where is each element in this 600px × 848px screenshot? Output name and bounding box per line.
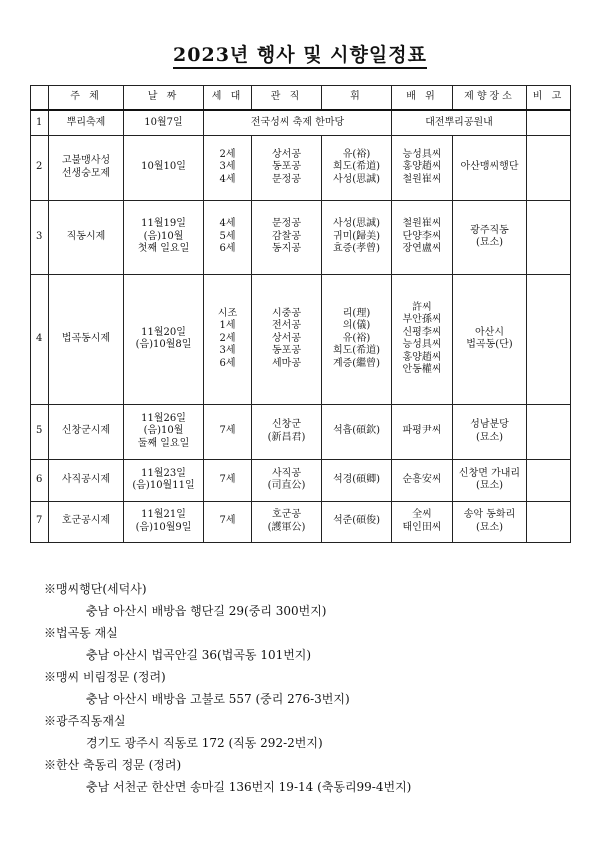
name: 희도(希道)	[332, 161, 381, 173]
header-note: 비 고	[527, 86, 571, 111]
generation: 2세	[219, 148, 236, 160]
name: 계증(繼曾)	[332, 357, 381, 369]
generation: 4세	[219, 218, 236, 230]
header-row	[31, 86, 571, 111]
spouse: 철원崔씨	[402, 173, 442, 185]
name-cell	[322, 274, 392, 404]
event-host: 뿌리축제	[49, 110, 124, 135]
generation-cell	[204, 135, 252, 200]
title: 감찰공	[272, 230, 301, 242]
event-place: 송악 동화리 (묘소)	[453, 501, 527, 542]
page-title: 2023년 행사 및 시향일정표	[0, 40, 600, 67]
table-row	[31, 404, 571, 459]
table-row	[31, 274, 571, 404]
row-number: 3	[31, 200, 49, 274]
header-host: 주 체	[49, 86, 124, 111]
title: 전서공	[272, 320, 301, 332]
event-date: 11월21일 (음)10월9일	[124, 501, 204, 542]
generation: 3세	[219, 161, 236, 173]
spouse: 許씨	[412, 301, 432, 313]
name: 효증(孝曾)	[332, 243, 381, 255]
name: 사성(思誠)	[332, 173, 381, 185]
spouse: 홍양趙씨	[402, 161, 442, 173]
note-address: 충남 아산시 배방읍 고불로 557 (중리 276-3번지)	[86, 692, 350, 706]
title-cell	[252, 135, 322, 200]
spouse: 철원崔씨	[402, 218, 442, 230]
name-cell	[322, 200, 392, 274]
generation: 4세	[219, 173, 236, 185]
name: 사성(思誠)	[332, 218, 381, 230]
generation: 7세	[204, 459, 252, 501]
spouse: 홍양趙씨	[402, 351, 442, 363]
title: 사직공 (司直公)	[252, 459, 322, 501]
event-venue: 대전뿌리공원내	[392, 110, 527, 135]
name: 리(理)	[342, 307, 371, 319]
event-place: 아산맹씨행단	[453, 135, 527, 200]
title: 동지공	[272, 243, 301, 255]
name: 유(裕)	[342, 332, 371, 344]
row-number: 4	[31, 274, 49, 404]
header-place: 제향장소	[453, 86, 527, 111]
row-number: 5	[31, 404, 49, 459]
generation: 5세	[219, 230, 236, 242]
generation: 7세	[204, 404, 252, 459]
event-host: 법곡동시제	[49, 274, 124, 404]
name: 유(裕)	[342, 148, 371, 160]
spouse: 안동權씨	[402, 364, 442, 375]
title: 신창군 (新昌君)	[252, 404, 322, 459]
event-date: 10월10일	[124, 135, 204, 200]
table-row	[31, 200, 571, 274]
name: 희도(希道)	[332, 345, 381, 357]
event-merged: 전국성씨 축제 한마당	[204, 110, 392, 135]
event-place: 성남분당 (묘소)	[453, 404, 527, 459]
note-heading: ※법곡동 재실	[44, 626, 118, 640]
header-no	[31, 86, 49, 111]
title: 세마공	[272, 357, 301, 369]
note-heading: ※광주직동재실	[44, 714, 126, 728]
note-heading: ※맹씨행단(세덕사)	[44, 582, 147, 596]
spouse: 파평尹씨	[392, 404, 453, 459]
header-spouse: 배 위	[392, 86, 453, 111]
generation: 6세	[219, 357, 236, 369]
title-cell	[252, 274, 322, 404]
spouse: 全씨 태인田씨	[392, 501, 453, 542]
event-host: 사직공시제	[49, 459, 124, 501]
note-address: 경기도 광주시 직동로 172 (직동 292-2번지)	[86, 736, 323, 750]
spouse: 능성具씨	[402, 148, 442, 160]
title: 문정공	[272, 173, 301, 185]
event-place: 광주직동 (묘소)	[453, 200, 527, 274]
note-heading: ※맹씨 비림정문 (정려)	[44, 670, 166, 684]
header-name: 휘	[322, 86, 392, 111]
event-host: 신창군시제	[49, 404, 124, 459]
note-address: 충남 아산시 법곡안길 36(법곡동 101번지)	[86, 648, 312, 662]
title: 상서공	[272, 332, 301, 344]
note-heading: ※한산 축동리 정문 (정려)	[44, 758, 182, 772]
note-address: 충남 아산시 배방읍 행단길 29(중리 300번지)	[86, 604, 327, 618]
title: 시중공	[272, 307, 301, 319]
name-cell	[322, 135, 392, 200]
row-number: 7	[31, 501, 49, 542]
name: 귀미(歸美)	[332, 230, 381, 242]
spouse: 순흥安씨	[392, 459, 453, 501]
title: 호군공 (護軍公)	[252, 501, 322, 542]
event-note	[527, 135, 571, 200]
event-date: 11월19일 (음)10월 첫째 일요일	[124, 200, 204, 274]
generation: 1세	[219, 320, 236, 332]
event-host: 직동시제	[49, 200, 124, 274]
spouse: 부안孫씨	[402, 314, 442, 325]
generation-cell	[204, 274, 252, 404]
generation: 시조	[217, 307, 238, 319]
spouse-cell	[392, 135, 453, 200]
event-date: 10월7일	[124, 110, 204, 135]
table-row	[31, 459, 571, 501]
generation-cell	[204, 200, 252, 274]
title: 동포공	[272, 345, 301, 357]
address-notes	[44, 578, 564, 798]
note-address: 충남 서천군 한산면 송마길 136번지 19-14 (축동리99-4번지)	[86, 780, 412, 794]
spouse: 신평李씨	[402, 326, 442, 338]
title: 동포공	[272, 161, 301, 173]
name: 석흡(碩欽)	[322, 404, 392, 459]
event-note	[527, 200, 571, 274]
title: 문정공	[272, 218, 301, 230]
generation: 2세	[219, 332, 236, 344]
schedule-table	[30, 85, 571, 543]
table-row	[31, 110, 571, 135]
header-date: 날 짜	[124, 86, 204, 111]
title: 상서공	[272, 148, 301, 160]
row-number: 1	[31, 110, 49, 135]
generation: 7세	[204, 501, 252, 542]
event-host: 호군공시제	[49, 501, 124, 542]
table-row	[31, 501, 571, 542]
generation: 6세	[219, 243, 236, 255]
row-number: 6	[31, 459, 49, 501]
event-note	[527, 110, 571, 135]
generation: 3세	[219, 345, 236, 357]
spouse: 능성具씨	[402, 339, 442, 350]
spouse-cell	[392, 274, 453, 404]
event-date: 11월26일 (음)10월 둘째 일요일	[124, 404, 204, 459]
event-date: 11월20일 (음)10월8일	[124, 274, 204, 404]
event-note	[527, 274, 571, 404]
name: 의(儀)	[342, 320, 371, 332]
name: 석준(碩俊)	[322, 501, 392, 542]
event-host: 고불맹사성 선생숭모제	[49, 135, 124, 200]
table-row	[31, 135, 571, 200]
spouse: 장연盧씨	[402, 243, 442, 255]
name: 석경(碩卿)	[322, 459, 392, 501]
row-number: 2	[31, 135, 49, 200]
header-title: 관 직	[252, 86, 322, 111]
spouse-cell	[392, 200, 453, 274]
header-generation: 세 대	[204, 86, 252, 111]
event-note	[527, 459, 571, 501]
event-place: 신창면 가내리 (묘소)	[453, 459, 527, 501]
title-cell	[252, 200, 322, 274]
event-note	[527, 501, 571, 542]
event-note	[527, 404, 571, 459]
event-date: 11월23일 (음)10월11일	[124, 459, 204, 501]
spouse: 단양李씨	[402, 230, 442, 242]
event-place: 아산시 법곡동(단)	[453, 274, 527, 404]
